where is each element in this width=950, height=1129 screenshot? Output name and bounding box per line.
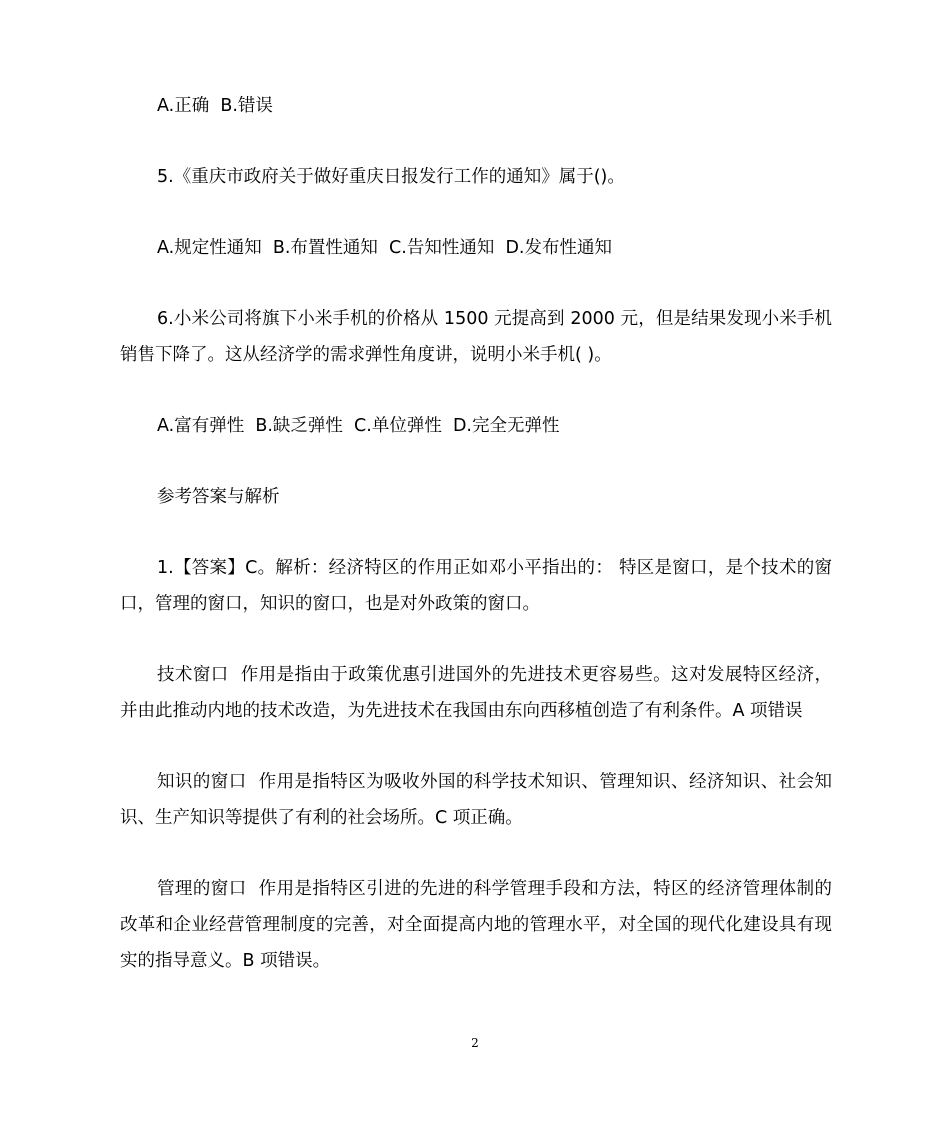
page-number: 2 <box>471 1036 479 1050</box>
paragraph-answer-1: 1.【答案】C。解析：经济特区的作用正如邓小平指出的： 特区是窗口，是个技术的窗口，管理的窗口，知识的窗口，也是对外政策的窗口。 <box>120 558 832 614</box>
paragraph-q5-options: A.规定性通知 B.布置性通知 C.告知性通知 D.发布性通知 <box>157 238 612 258</box>
document-body <box>120 88 832 979</box>
paragraph-q6-options: A.富有弹性 B.缺乏弹性 C.单位弹性 D.完全无弹性 <box>157 416 560 436</box>
paragraph-q4-options: A.正确 B.错误 <box>157 96 273 116</box>
paragraph-tech-window: 技术窗口 作用是指由于政策优惠引进国外的先进技术更容易些。这对发展特区经济，并由此推动内地的技术改造，为先进技术在我国由东向西移植创造了有利条件。A 项错误 <box>120 665 832 721</box>
paragraph-knowledge-window: 知识的窗口 作用是指特区为吸收外国的科学技术知识、管理知识、经济知识、社会知识、生产知识等提供了有利的社会场所。C 项正确。 <box>120 772 832 828</box>
paragraph-q6-question: 6.小米公司将旗下小米手机的价格从 1500 元提高到 2000 元，但是结果发现小米手机销售下降了。这从经济学的需求弹性角度讲，说明小米手机( )。 <box>120 309 832 365</box>
paragraph-q5-question: 5.《重庆市政府关于做好重庆日报发行工作的通知》属于()。 <box>157 167 625 187</box>
section-heading-answers: 参考答案与解析 <box>157 487 280 507</box>
paragraph-management-window: 管理的窗口 作用是指特区引进的先进的科学管理手段和方法，特区的经济管理体制的改革和企业经营管理制度的完善，对全面提高内地的管理水平，对全国的现代化建设具有现实的指导意义。B 项错误。 <box>120 879 832 971</box>
